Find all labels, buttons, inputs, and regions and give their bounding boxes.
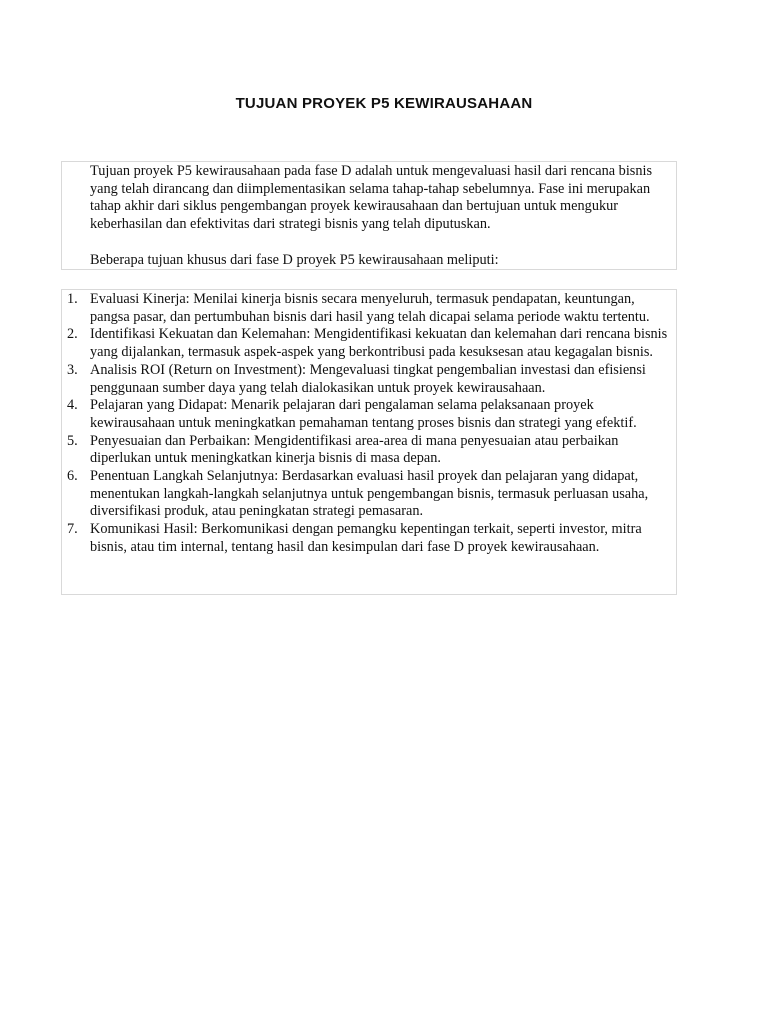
- goal-item-5: [62, 433, 674, 468]
- intro-paragraph: Tujuan proyek P5 kewirausahaan pada fase D adalah untuk mengevaluasi hasil dari rencana bisnis yang telah dirancang dan diimplementasikan selama tahap-tahap sebelumnya. Fase ini merupakan tahap akhir dari siklus pengembangan proyek kewirausahaan dan bertujuan untuk mengukur keberhasilan dan efektivitas dari strategi bisnis yang telah diputuskan.: [90, 163, 653, 233]
- goals-section: [61, 289, 677, 595]
- goal-number: 2.: [67, 326, 78, 343]
- goal-text: Penentuan Langkah Selanjutnya: Berdasarkan evaluasi hasil proyek dan pelajaran yang didapat, menentukan langkah-langkah selanjutnya untuk pengembangan bisnis, termasuk perluasan usaha, diversifikasi produk, atau peningkatan strategi pemasaran.: [90, 468, 649, 520]
- intro-section: [61, 161, 677, 270]
- goal-item-4: [62, 397, 674, 432]
- goal-number: 5.: [67, 432, 78, 449]
- goals-list: [62, 291, 674, 557]
- goal-text: Komunikasi Hasil: Berkomunikasi dengan pemangku kepentingan terkait, seperti investor, mitra bisnis, atau tim internal, tentang hasil dan kesimpulan dari fase D proyek kewirausahaan.: [90, 521, 642, 555]
- goal-text: Pelajaran yang Didapat: Menarik pelajaran dari pengalaman selama pelaksanaan proyek kewirausahaan untuk meningkatkan pemahaman tentang proses bisnis dan strategi yang efektif.: [90, 397, 637, 431]
- goal-text: Penyesuaian dan Perbaikan: Mengidentifikasi area-area di mana penyesuaian atau perbaikan diperlukan untuk meningkatkan kinerja bisnis di masa depan.: [90, 432, 619, 467]
- goal-text: Evaluasi Kinerja: Menilai kinerja bisnis secara menyeluruh, termasuk pendapatan, keuntungan, pangsa pasar, dan pertumbuhan bisnis dari hasil yang telah dicapai selama periode waktu tertentu.: [90, 291, 650, 325]
- goal-item-3: [62, 362, 674, 397]
- goal-item-1: [62, 291, 674, 326]
- document-title: TUJUAN PROYEK P5 KEWIRAUSAHAAN: [235, 95, 533, 112]
- goal-number: 1.: [67, 291, 78, 307]
- intro-lead: Beberapa tujuan khusus dari fase D proyek P5 kewirausahaan meliputi:: [90, 251, 499, 268]
- goal-text: Identifikasi Kekuatan dan Kelemahan: Mengidentifikasi kekuatan dan kelemahan dari rencana bisnis yang dijalankan, termasuk aspek-aspek yang berkontribusi pada kesuksesan atau kegagalan bisnis.: [90, 326, 668, 361]
- goal-text: Analisis ROI (Return on Investment): Mengevaluasi tingkat pengembalian investasi dan efisiensi penggunaan sumber daya yang telah dialokasikan untuk proyek kewirausahaan.: [90, 361, 646, 396]
- goal-item-2: [62, 326, 674, 361]
- goal-number: 6.: [67, 468, 78, 485]
- goal-number: 3.: [67, 361, 78, 378]
- goal-number: 4.: [67, 397, 78, 414]
- goal-number: 7.: [67, 521, 78, 538]
- goal-item-7: [62, 521, 674, 556]
- goal-item-6: [62, 468, 674, 521]
